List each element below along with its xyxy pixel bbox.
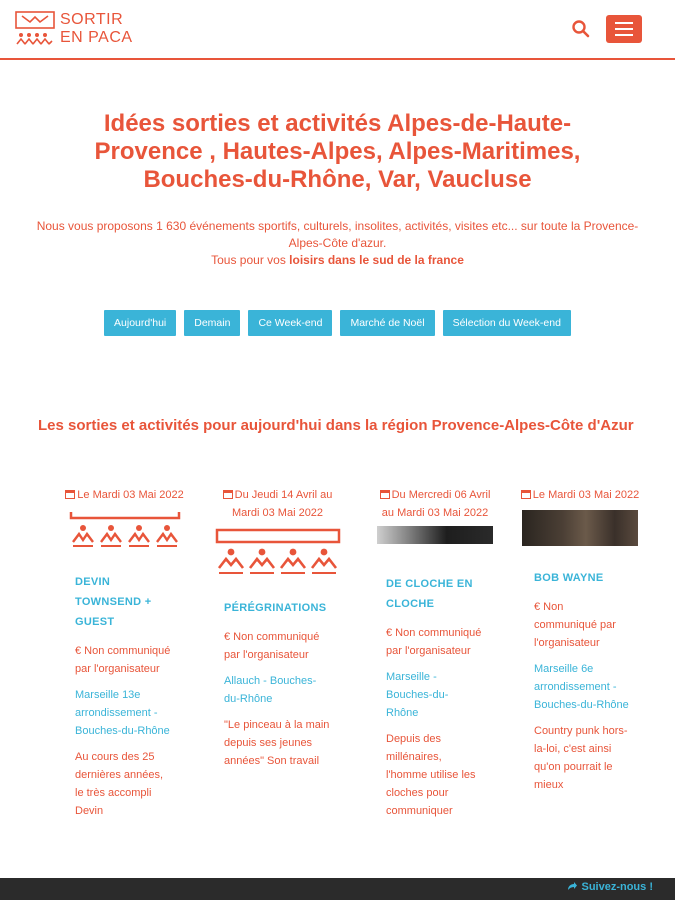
event-location[interactable]: Marseille 13e arrondissement - Bouches-du-Rhône [75,689,170,737]
section-title: Les sorties et activités pour aujourd'hui dans la région Provence-Alpes-Côte d'Azur [38,417,634,434]
event-date [62,486,187,504]
event-description: Au cours des 25 dernières années, le très accompli Devin [75,751,164,817]
event-price: € Non communiqué par l'organisateur [386,627,482,657]
calendar-icon [521,489,531,499]
menu-button[interactable] [606,15,642,43]
hamburger-icon-bar [615,22,633,24]
footer-bar [0,878,675,900]
event-thumbnail[interactable] [522,510,638,546]
intro-line-2-prefix: Tous pour vos [211,253,290,267]
event-description: "Le pinceau à la main depuis ses jeunes années" Son travail [224,719,330,767]
quick-links [0,310,675,336]
logo-line-1: SORTIR [60,11,124,28]
event-description: Depuis des millénaires, l'homme utilise les cloches pour communiquer [386,733,476,817]
event-thumbnail[interactable] [215,528,341,576]
event-date-text: Du Mercredi 06 Avril au Mardi 03 Mai 2022 [381,489,491,519]
quick-link-weekend-selection[interactable]: Sélection du Week-end [443,310,571,336]
event-card[interactable] [520,486,640,794]
event-thumbnail[interactable] [69,510,181,550]
follow-us-link[interactable] [567,881,653,893]
event-price: € Non communiqué par l'organisateur [75,645,171,675]
event-title[interactable]: BOB WAYNE [534,572,604,584]
page-title: Idées sorties et activités Alpes-de-Haute-Provence , Hautes-Alpes, Alpes-Maritimes, Bouches-du-Rhône, Var, Vaucluse [94,110,581,193]
quick-link-weekend[interactable]: Ce Week-end [248,310,332,336]
logo-icon [14,10,56,48]
event-date [210,486,345,522]
site-logo[interactable] [14,10,133,48]
quick-link-tomorrow[interactable]: Demain [184,310,240,336]
quick-link-christmas-market[interactable]: Marché de Noël [340,310,434,336]
event-date-text: Le Mardi 03 Mai 2022 [532,489,640,501]
calendar-icon [223,489,233,499]
event-title[interactable]: DE CLOCHE EN CLOCHE [386,578,473,610]
event-card[interactable] [62,486,187,820]
calendar-icon [65,489,75,499]
event-date [372,486,498,522]
event-card[interactable] [372,486,498,820]
site-header [0,0,675,60]
event-date-text: Du Jeudi 14 Avril au Mardi 03 Mai 2022 [231,489,333,519]
search-icon[interactable] [570,18,592,40]
event-title[interactable]: PÉRÉGRINATIONS [224,602,327,614]
event-description: Country punk hors-la-loi, c'est ainsi qu'on pourrait le mieux [534,725,628,791]
hamburger-icon-bar [615,34,633,36]
quick-link-today[interactable]: Aujourd'hui [104,310,176,336]
event-date [520,486,640,504]
event-thumbnail[interactable] [377,526,493,544]
logo-line-2: EN PACA [60,29,133,46]
intro-line-1: Nous vous proposons 1 630 événements sportifs, culturels, insolites, activités, visites etc... sur toute la Provence-Alpes-Côte d'azur. [36,219,639,250]
event-location[interactable]: Marseille - Bouches-du-Rhône [386,671,449,719]
event-title[interactable]: DEVIN TOWNSEND + GUEST [75,576,152,628]
logo-text [60,11,133,47]
event-card[interactable] [210,486,345,770]
event-price: € Non communiqué par l'organisateur [534,601,616,649]
hamburger-icon-bar [615,28,633,30]
follow-us-text: Suivez-nous ! [581,881,653,893]
calendar-icon [380,489,390,499]
event-price: € Non communiqué par l'organisateur [224,631,320,661]
event-location[interactable]: Marseille 6e arrondissement - Bouches-du-Rhône [534,663,629,711]
share-icon [567,881,578,891]
event-date-text: Le Mardi 03 Mai 2022 [77,489,184,501]
intro-line-2 [30,252,645,269]
intro-text [30,218,645,269]
event-location[interactable]: Allauch - Bouches-du-Rhône [224,675,317,705]
intro-line-2-bold: loisirs dans le sud de la france [289,253,464,267]
